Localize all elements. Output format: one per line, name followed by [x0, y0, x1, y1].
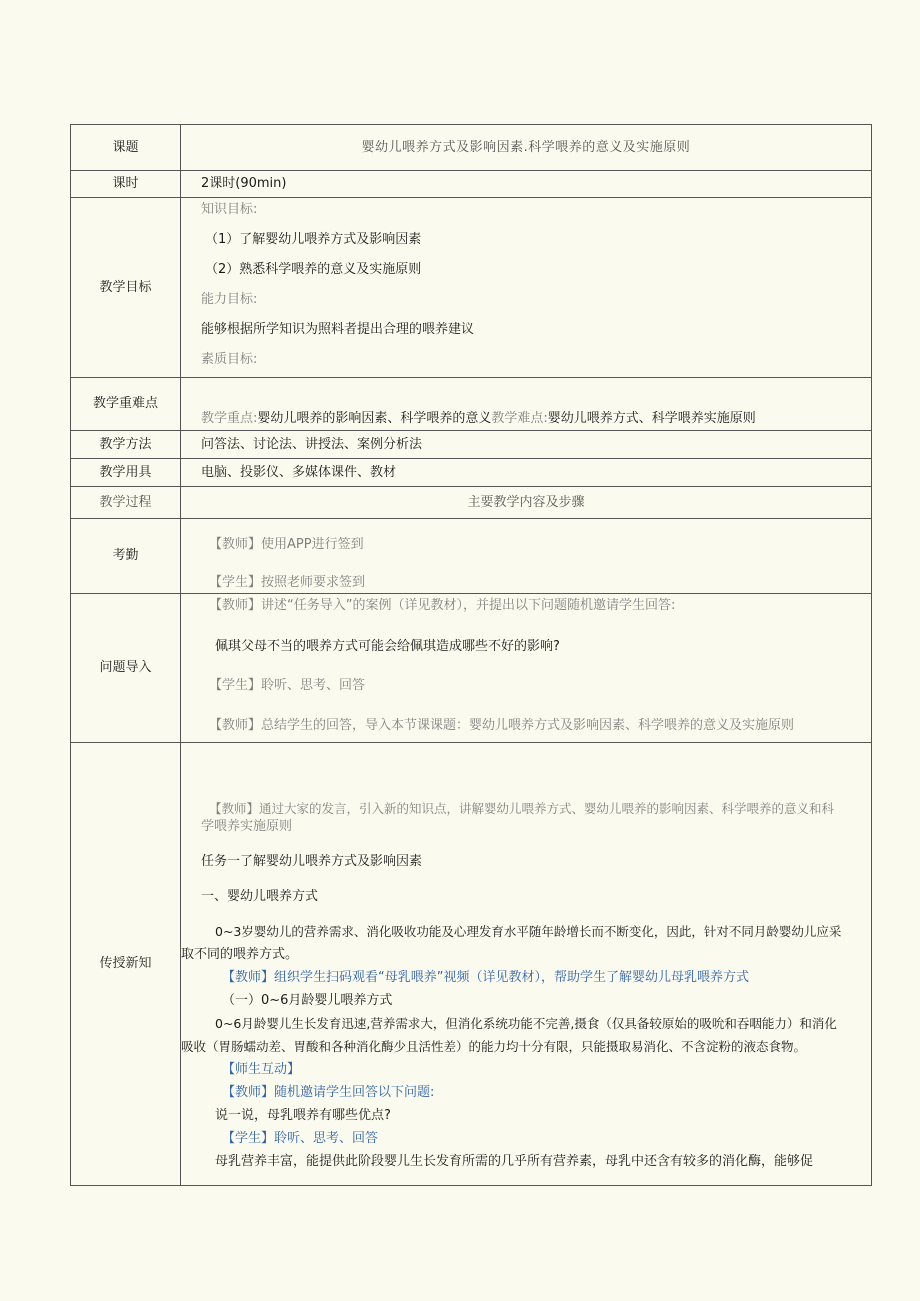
topic-label: 课题 [71, 125, 181, 171]
topic-title: 婴幼儿喂养方式及影响因素.科学喂养的意义及实施原则 [181, 125, 872, 171]
key-text: 婴幼儿喂养的影响因素、科学喂养的意义 [257, 411, 492, 426]
row-topic [71, 125, 872, 171]
nk-teacher-video: 【教师】组织学生扫码观看“母乳喂养”视频（详见教材），帮助学生了解婴幼儿母乳喂养方式 [222, 970, 749, 985]
goals-label: 教学目标 [71, 198, 181, 378]
nk-teacher-intro-1: 【教师】通过大家的发言，引入新的知识点，讲解婴幼儿喂养方式、婴幼儿喂养的影响因素、科学喂养的意义和科 [209, 801, 835, 816]
difficulty-text: 婴幼儿喂养方式、科学喂养实施原则 [547, 411, 756, 426]
row-methods [71, 431, 872, 459]
intro-label: 问题导入 [71, 594, 181, 743]
nk-teacher-intro-2: 学喂养实施原则 [201, 819, 293, 834]
nk-paragraph-2a: 0~6月龄婴儿生长发育迅速,营养需求大，但消化系统功能不完善,摄食（仅具备较原始的吸吮和吞咽能力）和消化 [215, 1016, 837, 1031]
goals-content [181, 198, 872, 378]
ability-goal-1: 能够根据所学知识为照料者提出合理的喂养建议 [201, 322, 475, 337]
nk-task-one: 任务一了解婴幼儿喂养方式及影响因素 [201, 854, 423, 869]
intro-question: 佩琪父母不当的喂养方式可能会给佩琪造成哪些不好的影响? [215, 639, 560, 654]
methods-label: 教学方法 [71, 431, 181, 459]
nk-student-response: 【学生】聆听、思考、回答 [222, 1131, 379, 1146]
nk-paragraph-2b: 吸收（胃肠蠕动差、胃酸和各种消化酶少且活性差）的能力均十分有限，只能摄取易消化、不含淀粉的液态食物。 [181, 1039, 807, 1054]
key-points-label: 教学重难点 [71, 378, 181, 431]
row-tools [71, 459, 872, 487]
methods-value: 问答法、讨论法、讲授法、案例分析法 [181, 431, 872, 459]
knowledge-goal-2: （2）熟悉科学喂养的意义及实施原则 [205, 262, 422, 277]
quality-goal-heading: 素质目标: [201, 352, 258, 367]
nk-paragraph-1a: 0~3岁婴幼儿的营养需求、消化吸收功能及心理发育水平随年龄增长而不断变化，因此，针对不同月龄婴幼儿应采 [215, 924, 842, 939]
attendance-content [181, 519, 872, 594]
main-content-heading: 主要教学内容及步骤 [181, 487, 872, 519]
hours-value: 2课时(90min) [181, 171, 872, 198]
key-points-content [181, 378, 872, 431]
nk-section-heading: 一、婴幼儿喂养方式 [201, 889, 319, 904]
nk-paragraph-3: 母乳营养丰富，能提供此阶段婴儿生长发育所需的几乎所有营养素，母乳中还含有较多的消化酶，能够促 [215, 1154, 814, 1169]
row-goals [71, 198, 872, 378]
nk-interaction: 【师生互动】 [222, 1062, 301, 1077]
process-heading: 教学过程 [71, 487, 181, 519]
row-attendance [71, 519, 872, 594]
intro-content [181, 594, 872, 743]
key-points-line [201, 410, 869, 428]
row-key-points [71, 378, 872, 431]
nk-subsection-heading: （一）0~6月龄婴儿喂养方式 [222, 993, 393, 1008]
difficulty-heading: 教学难点: [491, 411, 548, 426]
row-intro [71, 594, 872, 743]
attendance-teacher: 【教师】使用APP进行签到 [209, 537, 364, 552]
row-process-head [71, 487, 872, 519]
attendance-label: 考勤 [71, 519, 181, 594]
intro-student: 【学生】聆听、思考、回答 [209, 678, 366, 693]
row-new-knowledge [71, 743, 872, 1186]
nk-question: 说一说，母乳喂养有哪些优点? [215, 1108, 391, 1123]
new-knowledge-content [181, 743, 872, 1186]
tools-label: 教学用具 [71, 459, 181, 487]
hours-label: 课时 [71, 171, 181, 198]
knowledge-goal-1: （1）了解婴幼儿喂养方式及影响因素 [205, 232, 422, 247]
nk-paragraph-1b: 取不同的喂养方式。 [181, 947, 299, 962]
ability-goal-heading: 能力目标: [201, 292, 258, 307]
lesson-plan-table [70, 124, 872, 1186]
key-heading: 教学重点: [201, 411, 258, 426]
attendance-student: 【学生】按照老师要求签到 [209, 575, 366, 590]
knowledge-goal-heading: 知识目标: [201, 202, 258, 217]
intro-teacher-1: 【教师】讲述“任务导入”的案例（详见教材），并提出以下问题随机邀请学生回答: [209, 598, 676, 613]
new-knowledge-label: 传授新知 [71, 743, 181, 1186]
intro-teacher-2: 【教师】总结学生的回答，导入本节课课题：婴幼儿喂养方式及影响因素、科学喂养的意义及实施原则 [209, 718, 795, 733]
tools-value: 电脑、投影仪、多媒体课件、教材 [181, 459, 872, 487]
nk-teacher-question: 【教师】随机邀请学生回答以下问题: [222, 1085, 435, 1100]
row-hours [71, 171, 872, 198]
